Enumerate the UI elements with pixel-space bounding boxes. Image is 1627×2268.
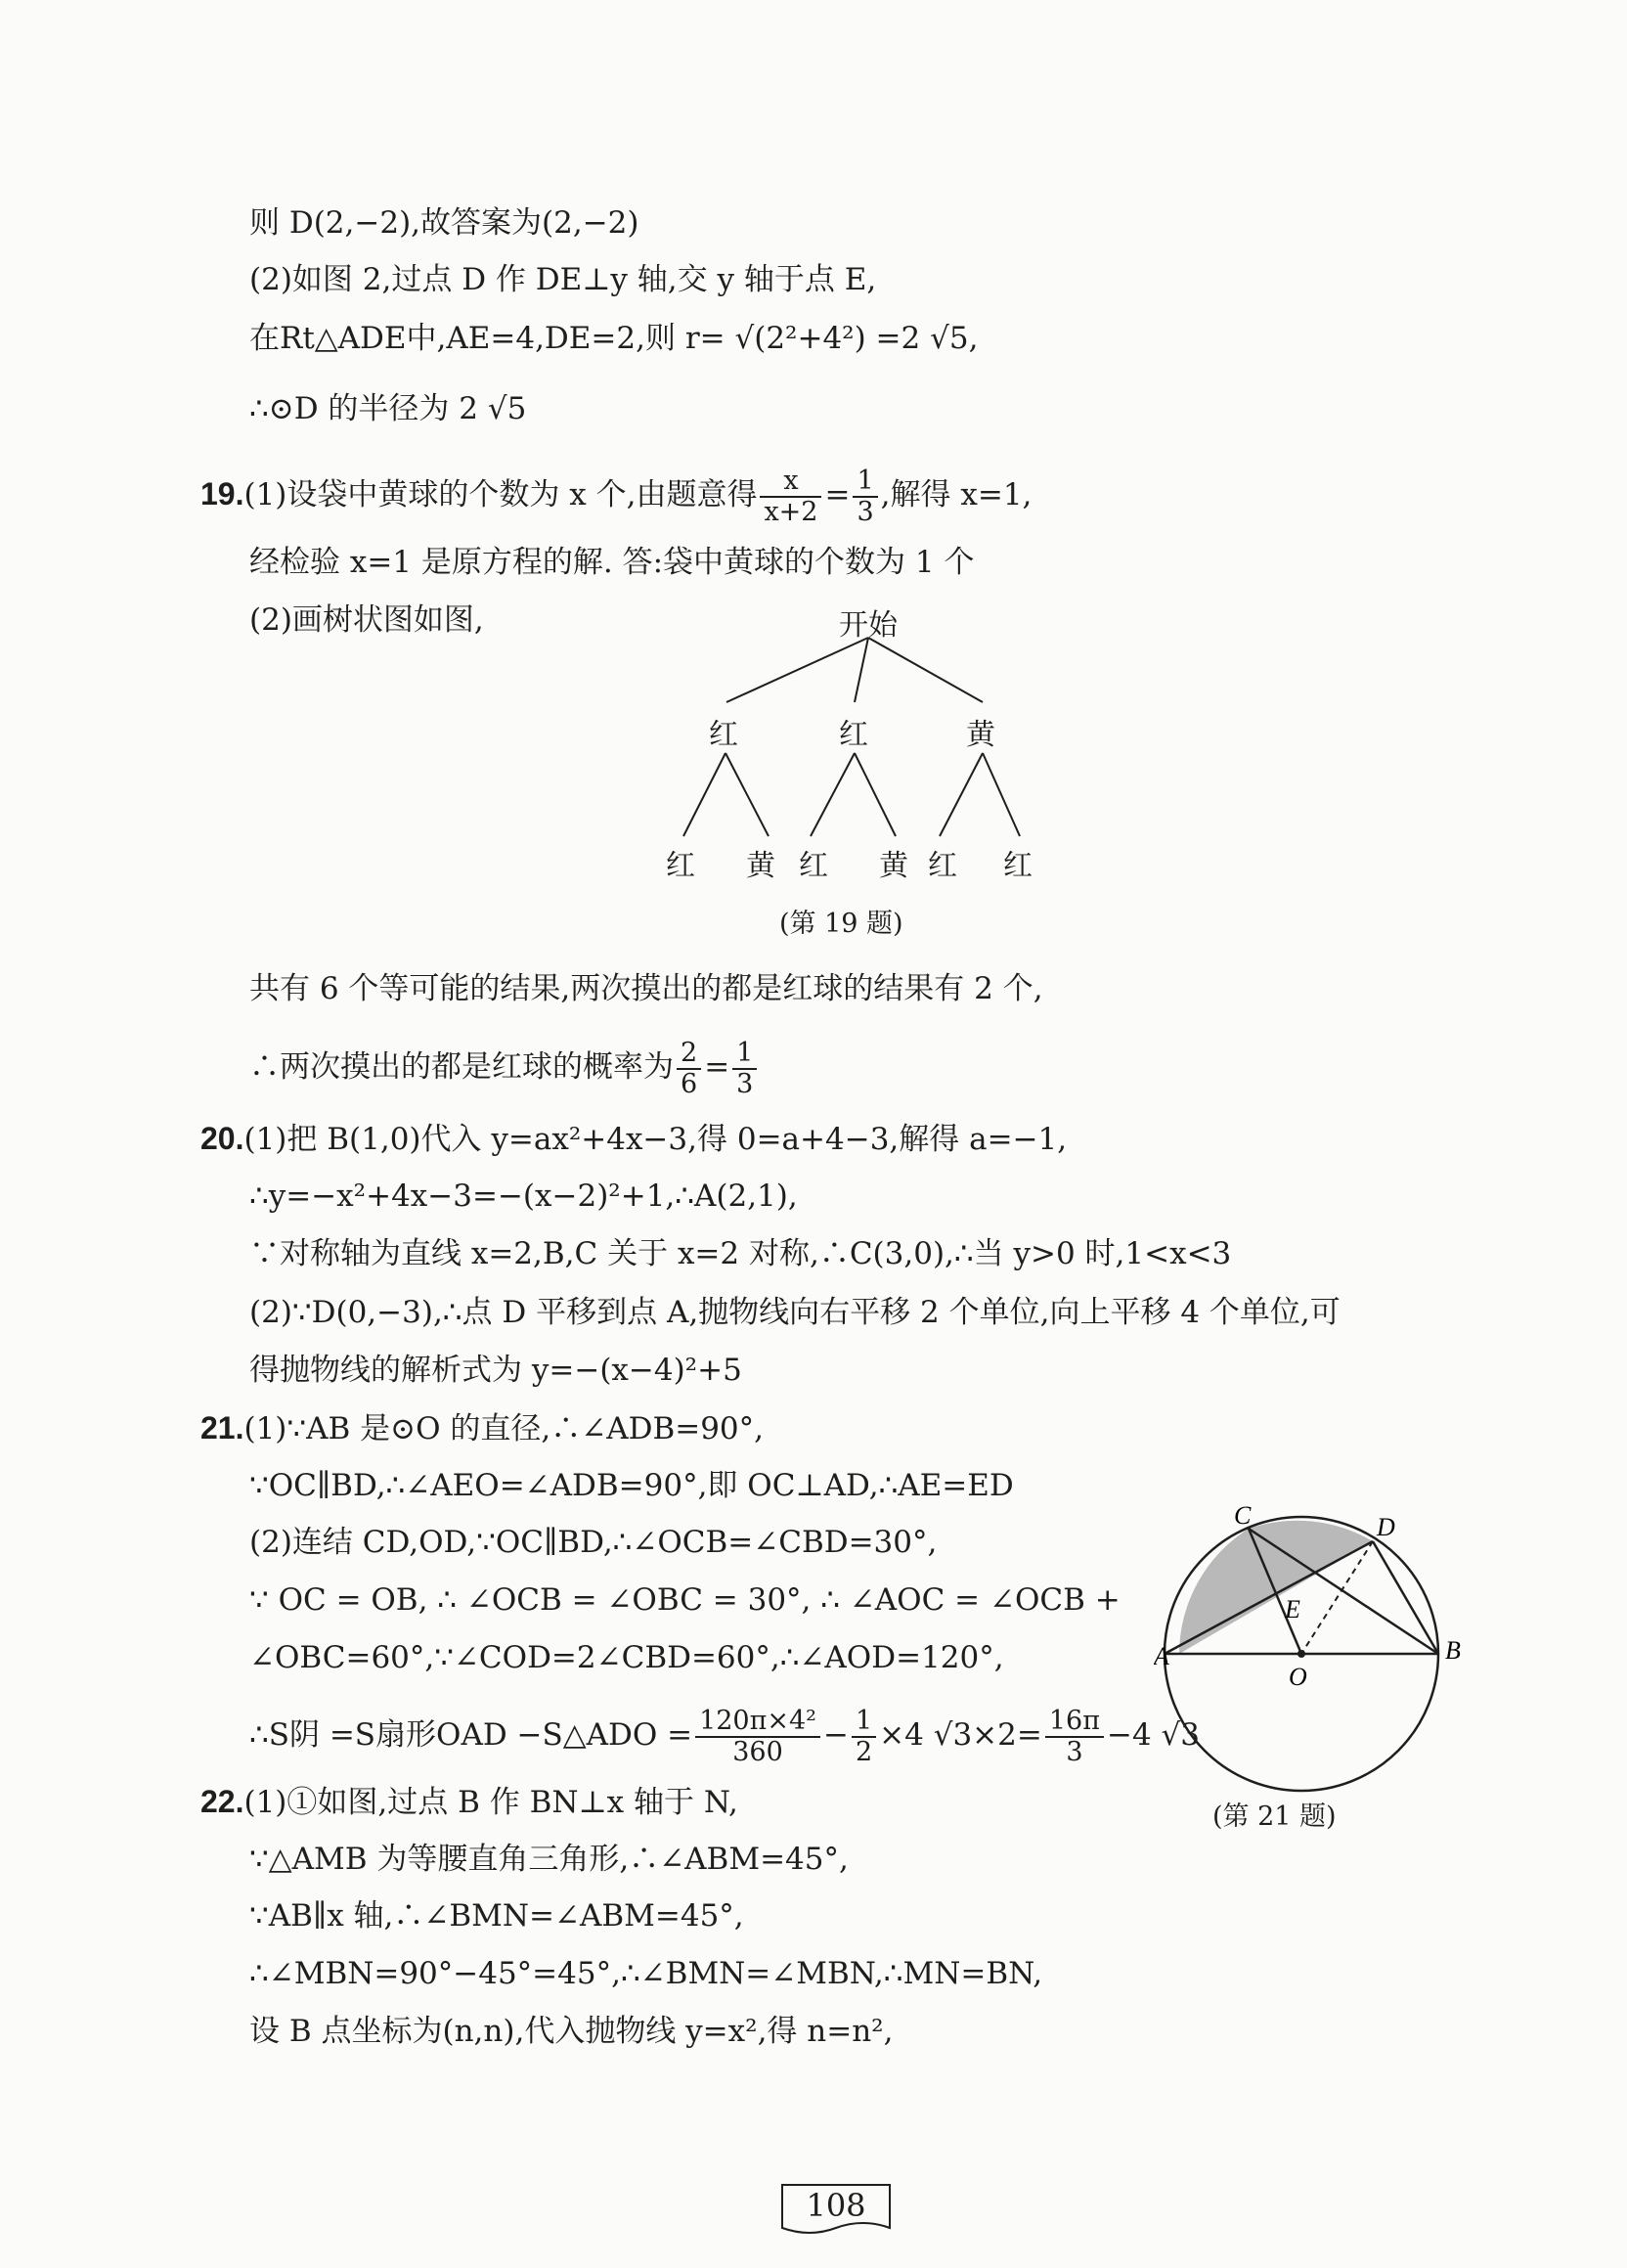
tree-branch [868, 638, 983, 702]
denominator: 3 [1066, 1736, 1083, 1767]
tree-branch [683, 753, 726, 836]
fraction [695, 1707, 820, 1766]
text-segment: ×4 √3×2= [879, 1717, 1042, 1754]
geometry-figure-21 [1154, 1506, 1486, 1839]
text-segment: ∴S阴 =S扇形OAD −S△ADO = [249, 1717, 693, 1754]
tree-branch [726, 753, 769, 836]
fraction [677, 1039, 701, 1098]
text-line [249, 1707, 1200, 1766]
text-line: (2)∵D(0,−3),∴点 D 平移到点 A,抛物线向右平移 2 个单位,向上平移 4 个单位,可 [249, 1295, 1341, 1330]
text-line: (2)画树状图如图, [249, 602, 484, 638]
tree-branch [983, 753, 1020, 836]
fraction [852, 1707, 876, 1766]
numerator: 1 [732, 1039, 757, 1070]
question-number: 20. [200, 1121, 244, 1156]
text-line: ∠OBC=60°,∵∠COD=2∠CBD=60°,∴∠AOD=120°, [249, 1640, 1004, 1675]
text-line: ∴y=−x²+4x−3=−(x−2)²+1,∴A(2,1), [249, 1178, 798, 1214]
text-segment: ∴两次摸出的都是红球的概率为 [249, 1049, 674, 1086]
label-o: O [1289, 1663, 1307, 1691]
label-c: C [1234, 1506, 1252, 1530]
question-number: 19. [200, 476, 244, 512]
text-segment: −4 √3 [1106, 1717, 1200, 1754]
question-21-line-1 [200, 1406, 764, 1450]
text-segment: (1)①如图,过点 B 作 BN⊥x 轴于 N, [243, 1785, 738, 1820]
question-22-line-1 [200, 1780, 738, 1824]
denominator: 6 [681, 1068, 698, 1099]
numerator: 2 [677, 1039, 701, 1070]
text-segment: − [822, 1717, 849, 1754]
page-number: 108 [806, 2187, 866, 2224]
text-line: (2)如图 2,过点 D 作 DE⊥y 轴,交 y 轴于点 E, [249, 262, 877, 297]
question-number: 21. [200, 1410, 244, 1445]
text-line: ∴∠MBN=90°−45°=45°,∴∠BMN=∠MBN,∴MN=BN, [249, 1956, 1043, 1991]
tree-branch [726, 638, 868, 702]
tree-branch [855, 638, 868, 702]
label-d: D [1377, 1513, 1395, 1541]
denominator: x+2 [764, 496, 818, 527]
text-line: ∵AB∥x 轴,∴∠BMN=∠ABM=45°, [249, 1898, 744, 1934]
fraction [732, 1039, 757, 1098]
label-a: A [1154, 1642, 1169, 1670]
denominator: 2 [855, 1736, 873, 1767]
tree-leaf: 红 [666, 849, 695, 883]
tree-node: 红 [709, 718, 738, 752]
text-line: ∴⊙D 的半径为 2 √5 [249, 391, 527, 426]
numerator: 1 [853, 467, 877, 498]
question-20-line-1 [200, 1117, 1067, 1161]
text-segment: (1)把 B(1,0)代入 y=ax²+4x−3,得 0=a+4−3,解得 a=−1, [243, 1122, 1068, 1157]
text-segment: = [824, 477, 851, 513]
tree-leaf: 黄 [746, 849, 775, 883]
text-segment: ,解得 x=1, [880, 477, 1033, 513]
text-line: 则 D(2,−2),故答案为(2,−2) [249, 205, 639, 241]
text-line [249, 1039, 760, 1098]
denominator: 360 [732, 1736, 783, 1767]
tree-branch [940, 753, 983, 836]
numerator: x [760, 467, 821, 498]
text-line: ∵对称轴为直线 x=2,B,C 关于 x=2 对称,∴C(3,0),∴当 y>0 时,1<x<3 [249, 1236, 1232, 1271]
fraction [1045, 1707, 1104, 1766]
label-e: E [1285, 1595, 1300, 1623]
tree-leaf: 红 [799, 849, 828, 883]
text-line: ∵OC∥BD,∴∠AEO=∠ADB=90°,即 OC⊥AD,∴AE=ED [249, 1468, 1014, 1503]
numerator: 1 [852, 1707, 876, 1738]
denominator: 3 [736, 1068, 754, 1099]
tree-root-label: 开始 [839, 608, 898, 643]
figure-caption: (第 21 题) [1212, 1801, 1337, 1832]
tree-leaf: 红 [928, 849, 957, 883]
text-line: (2)连结 CD,OD,∵OC∥BD,∴∠OCB=∠CBD=30°, [249, 1525, 938, 1560]
text-segment: = [704, 1049, 730, 1086]
point-o [1297, 1650, 1305, 1658]
denominator: 3 [857, 496, 874, 527]
figure-caption: (第 19 题) [779, 909, 903, 939]
text-line: ∵△AMB 为等腰直角三角形,∴∠ABM=45°, [249, 1842, 849, 1877]
label-b: B [1445, 1636, 1461, 1665]
tree-node: 红 [839, 718, 868, 752]
tree-leaf: 红 [1003, 849, 1033, 883]
text-segment: (1)设袋中黄球的个数为 x 个,由题意得 [243, 477, 758, 513]
text-line: 得抛物线的解析式为 y=−(x−4)²+5 [249, 1353, 742, 1388]
text-line: 在Rt△ADE中,AE=4,DE=2,则 r= √(2²+4²) =2 √5, [249, 321, 979, 356]
numerator: 16π [1045, 1707, 1104, 1738]
text-line: 经检验 x=1 是原方程的解. 答:袋中黄球的个数为 1 个 [249, 545, 975, 580]
tree-branch [811, 753, 855, 836]
question-number: 22. [200, 1784, 244, 1819]
numerator: 120π×4² [695, 1707, 820, 1738]
tree-branch [855, 753, 896, 836]
text-line: ∵ OC = OB, ∴ ∠OCB = ∠OBC = 30°, ∴ ∠AOC = ∠OCB + [249, 1582, 1121, 1618]
tree-node: 黄 [966, 718, 995, 752]
text-line: 设 B 点坐标为(n,n),代入抛物线 y=x²,得 n=n², [249, 2014, 894, 2049]
text-line: 共有 6 个等可能的结果,两次摸出的都是红球的结果有 2 个, [249, 971, 1043, 1006]
text-segment: (1)∵AB 是⊙O 的直径,∴∠ADB=90°, [243, 1411, 765, 1446]
tree-leaf: 黄 [879, 849, 908, 883]
segment-db [1373, 1541, 1438, 1654]
